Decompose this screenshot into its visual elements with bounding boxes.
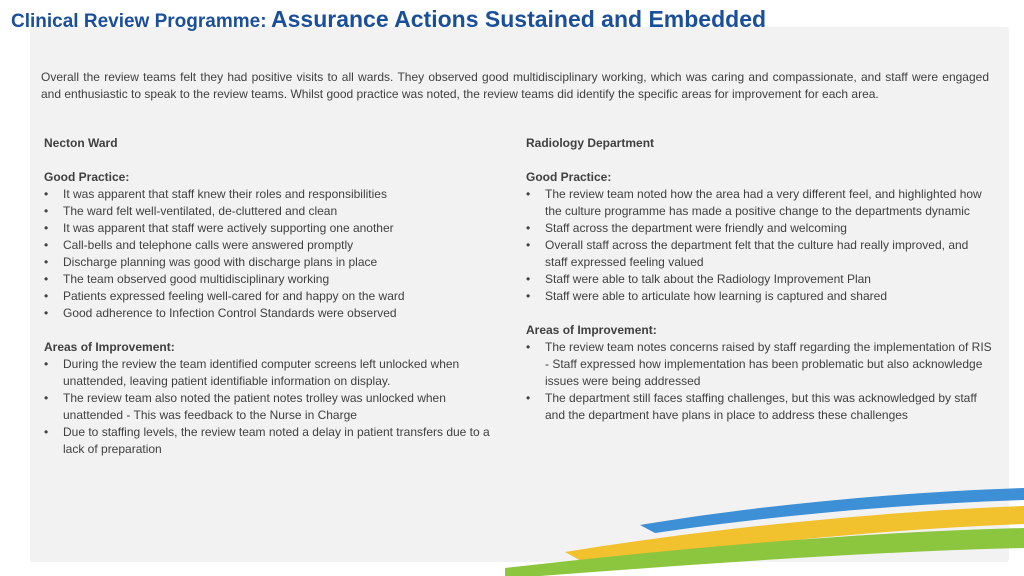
list-item: • Discharge planning was good with discharge plans in place — [44, 254, 494, 271]
list-item: • Call-bells and telephone calls were answered promptly — [44, 237, 494, 254]
list-item: • It was apparent that staff knew their roles and responsibilities — [44, 186, 494, 203]
title-prefix: Clinical Review Programme: — [11, 11, 267, 32]
list-item: • Patients expressed feeling well-cared for and happy on the ward — [44, 288, 494, 305]
list-item: • Staff were able to talk about the Radiology Improvement Plan — [526, 271, 992, 288]
list-item: • Staff were able to articulate how learning is captured and shared — [526, 288, 992, 305]
necton-ward-heading: Necton Ward — [44, 136, 118, 150]
list-item: • It was apparent that staff were actively supporting one another — [44, 220, 494, 237]
list-item: • The review team also noted the patient notes trolley was unlocked when unattended - This was feedback to the Nurse in Charge — [44, 390, 494, 424]
list-item: • Staff across the department were friendly and welcoming — [526, 220, 992, 237]
intro-paragraph: Overall the review teams felt they had positive visits to all wards. They observed good multidisciplinary working, which was caring and compassionate, and staff were engaged and enthusiastic to speak to the review teams. Whilst good practice was noted, the review teams did identify the specific areas for improvement for each area. — [41, 70, 989, 101]
radiology-heading: Radiology Department — [526, 136, 655, 150]
list-item: • Overall staff across the department felt that the culture had really improved, and staff expressed feeling valued — [526, 237, 992, 271]
necton-improvement-title: Areas of Improvement: — [44, 340, 175, 354]
list-item: • The department still faces staffing challenges, but this was acknowledged by staff and the department have plans in place to address these challenges — [526, 390, 992, 424]
list-item: • The review team noted how the area had a very different feel, and highlighted how the culture programme has made a positive change to the departments dynamic — [526, 186, 992, 220]
necton-good-practice-title: Good Practice: — [44, 170, 130, 184]
list-item: • The team observed good multidisciplinary working — [44, 271, 494, 288]
list-item: • During the review the team identified computer screens left unlocked when unattended, leaving patient identifiable information on display. — [44, 356, 494, 390]
list-item: • The ward felt well-ventilated, de-cluttered and clean — [44, 203, 494, 220]
list-item: • Due to staffing levels, the review team noted a delay in patient transfers due to a lack of preparation — [44, 424, 494, 458]
radiology-good-practice-title: Good Practice: — [526, 170, 612, 184]
title-main: Assurance Actions Sustained and Embedded — [271, 6, 767, 32]
list-item: • The review team notes concerns raised by staff regarding the implementation of RIS - Staff expressed how implementation has been problematic but also acknowledge issues were being addressed — [526, 339, 992, 390]
list-item: • Good adherence to Infection Control Standards were observed — [44, 305, 494, 322]
radiology-improvement-title: Areas of Improvement: — [526, 323, 657, 337]
